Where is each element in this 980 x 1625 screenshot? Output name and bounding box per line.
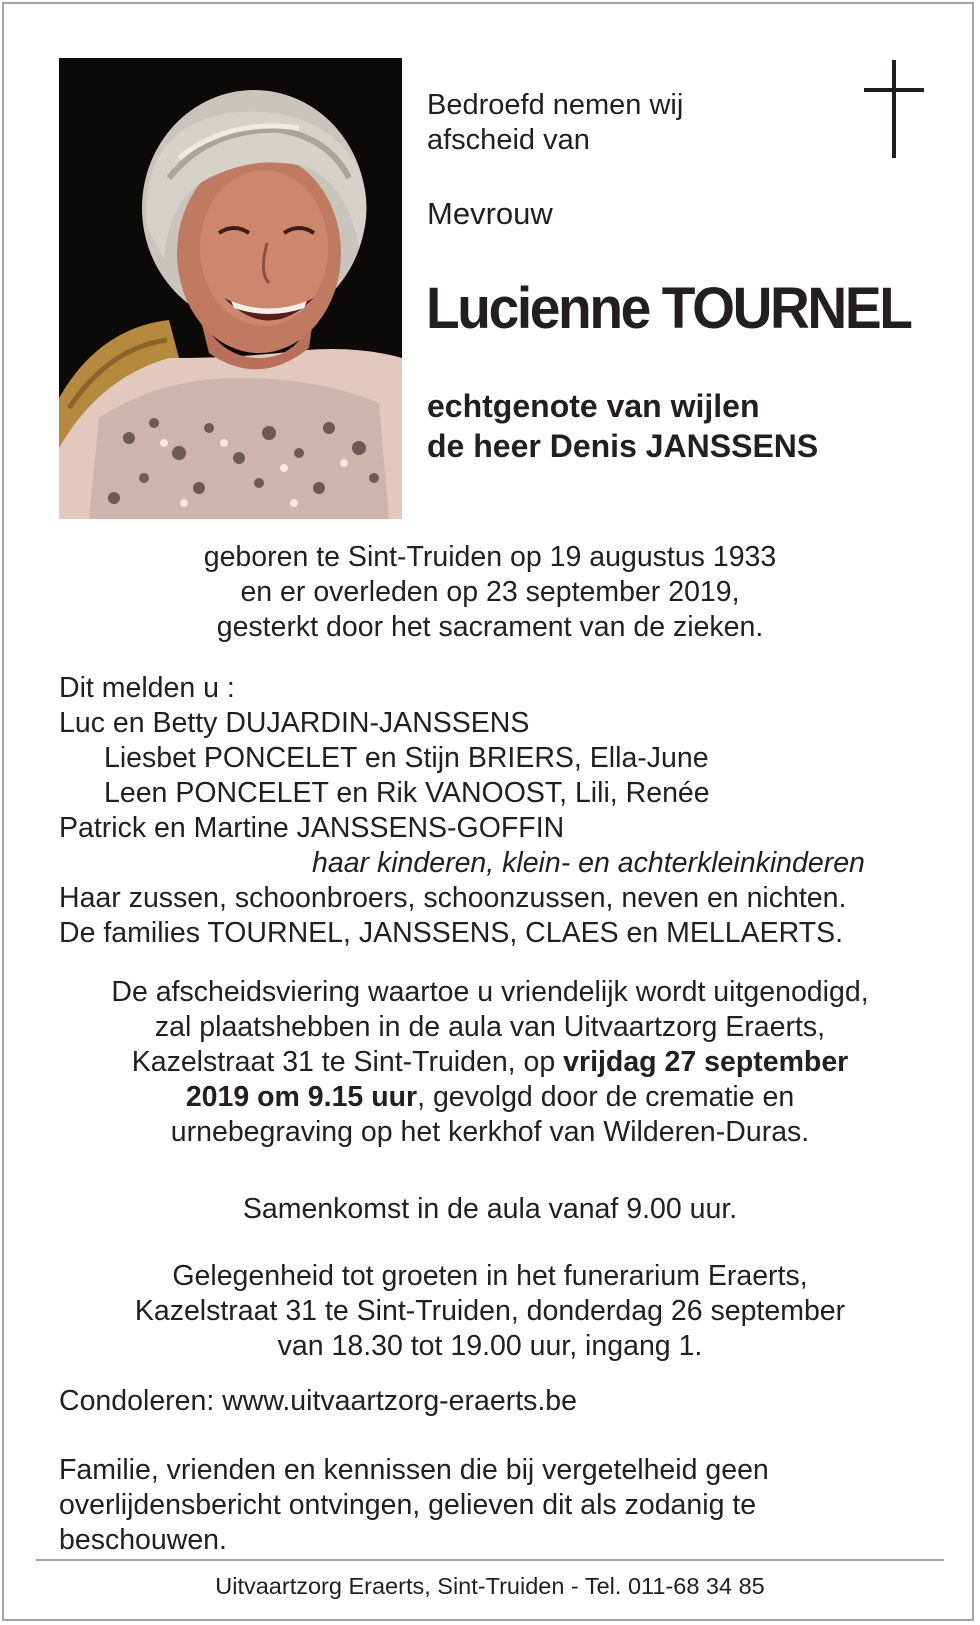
announcers-heading: Dit melden u : [59,672,235,704]
family-line-2: Patrick en Martine JANSSENS-GOFFIN [59,812,565,844]
cross-icon [864,60,924,160]
family-line-1: Luc en Betty DUJARDIN-JANSSENS [59,707,530,739]
relatives-line: Haar zussen, schoonbroers, schoonzussen, neven en nichten. [59,882,847,914]
notice-text: Familie, vrienden en kennissen die bij vergetelheid geen overlijdensbericht ontvingen, gelieven dit als zodanig te beschouwen. [59,1454,769,1556]
relation-line: haar kinderen, klein- en achterkleinkinderen [312,847,865,879]
grandchild-line-2: Leen PONCELET en Rik VANOOST, Lili, Renée [104,777,710,809]
birth-death-text: geboren te Sint-Truiden op 19 augustus 1933 en er overleden op 23 september 2019, gesterkt door het sacrament van de zieken. [203,541,777,643]
portrait-photo [59,58,402,519]
grandchild-line-1: Liesbet PONCELET en Stijn BRIERS, Ella-June [104,742,709,774]
gathering-text: Samenkomst in de aula vanaf 9.00 uur. [242,1193,738,1225]
deceased-name: Lucienne TOURNEL [426,276,911,341]
ceremony-text: De afscheidsviering waartoe u vriendelijk wordt uitgenodigd, zal plaatshebben in de aula van Uitvaartzorg Eraerts, Kazelstraat 31 te Sint-Truiden, op vrijdag 27 september 2019 om 9.15 uur, gevolgd door de crematie en urnebegraving op het kerkhof van Wilderen-Duras. [111,976,869,1148]
condolence-link[interactable]: Condoleren: www.uitvaartzorg-eraerts.be [59,1385,577,1417]
footer-divider [36,1559,944,1561]
footer-text: Uitvaartzorg Eraerts, Sint-Truiden - Tel. 011-68 34 85 [215,1573,765,1599]
visitation-text: Gelegenheid tot groeten in het funerarium Eraerts, Kazelstraat 31 te Sint-Truiden, donderdag 26 september van 18.30 tot 19.00 uur, ingang 1. [134,1260,846,1362]
families-line: De families TOURNEL, JANSSENS, CLAES en MELLAERTS. [59,917,844,949]
salutation: Mevrouw [427,196,553,231]
intro-text: Bedroefd nemen wij afscheid van [427,89,684,156]
spouse-text: echtgenote van wijlen de heer Denis JANSSENS [427,388,819,464]
